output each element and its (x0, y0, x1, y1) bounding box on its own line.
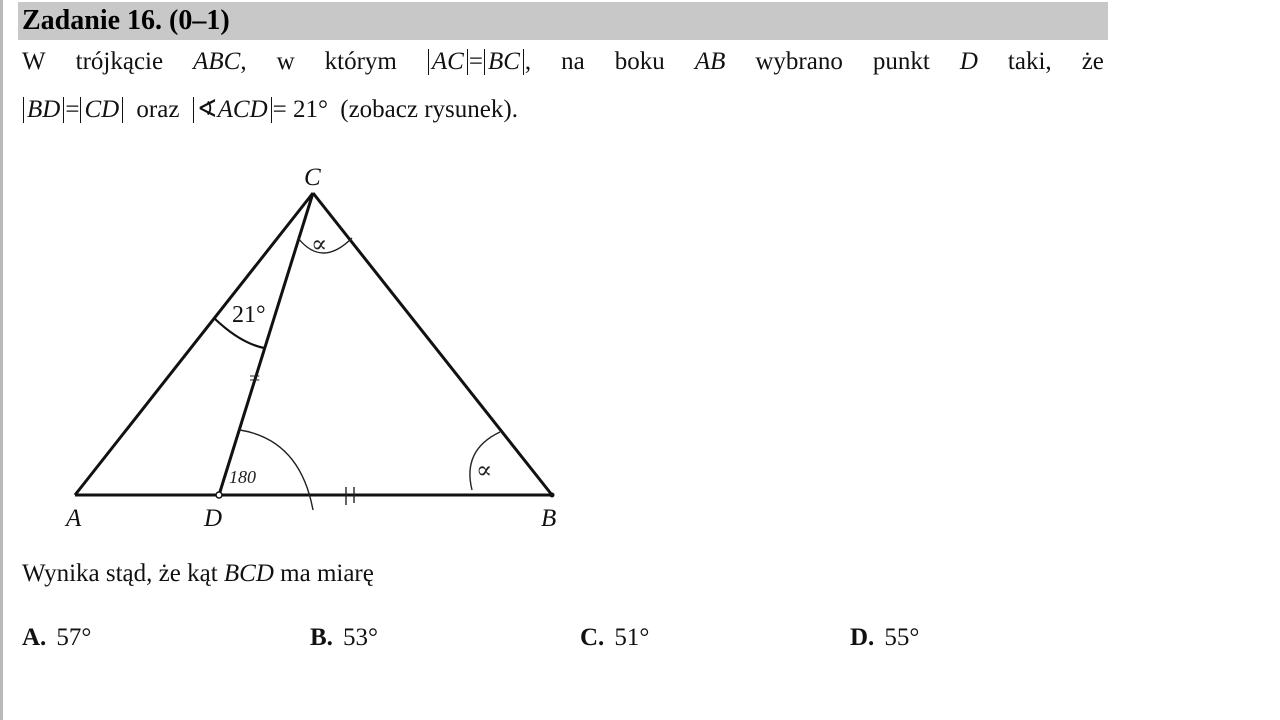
angle-symbol: ∢ (196, 96, 218, 123)
problem-line-2 (22, 94, 1104, 126)
side-bc (313, 193, 552, 495)
abs-bd: BD (23, 97, 64, 123)
answer-option-a[interactable]: A. 57° (22, 624, 92, 651)
side-ac (75, 193, 313, 495)
question-text: Wynika stąd, że kąt BCD ma miarę (22, 560, 374, 587)
point-d-label: D (204, 505, 223, 532)
vertex-c-label: C (304, 164, 321, 191)
alpha-right: ∝ (476, 458, 493, 484)
word: taki, (1007, 48, 1052, 75)
abs-angle-acd: ∢ACD (193, 97, 272, 123)
point-b-marker (550, 493, 555, 498)
angle-acd-label: 21° (232, 302, 266, 328)
alpha-top: ∝ (311, 232, 328, 258)
word: którym (324, 48, 397, 75)
vertex-a-label: A (66, 505, 82, 532)
answer-option-c[interactable]: C. 51° (580, 624, 650, 651)
point-d-marker (216, 492, 222, 498)
answer-option-d[interactable]: D. 55° (850, 624, 920, 651)
word: oraz (136, 96, 180, 123)
point-name: D (959, 48, 978, 75)
word: w (276, 48, 295, 75)
equals-sign: = (65, 96, 80, 123)
triangle-figure (0, 150, 620, 540)
equality-ac-bc: AC = BC , (427, 46, 531, 78)
abs-cd: CD (80, 97, 123, 123)
word: wybrano (755, 48, 843, 75)
task-title: Zadanie 16. (0–1) (22, 5, 230, 36)
triangle-diagram (0, 150, 620, 540)
answer-option-b[interactable]: B. 53° (310, 624, 378, 651)
task-header (18, 2, 1108, 40)
triangle-name: ABC, (193, 48, 247, 75)
equals-sign: = (272, 96, 287, 123)
segment-name: AB (694, 48, 726, 75)
word: W (22, 48, 46, 75)
problem-line-1 (22, 46, 1104, 78)
word: trójkącie (75, 48, 164, 75)
question-angle: BCD (223, 560, 274, 587)
word: boku (614, 48, 665, 75)
word: że (1081, 48, 1104, 75)
angle-d-note: 180 (229, 467, 256, 487)
segment-mark: = (249, 368, 261, 390)
word: punkt (872, 48, 930, 75)
word: na (561, 48, 585, 75)
vertex-b-label: B (541, 505, 557, 532)
angle-value: 21° (293, 96, 329, 123)
note: (zobacz rysunek). (340, 96, 518, 123)
